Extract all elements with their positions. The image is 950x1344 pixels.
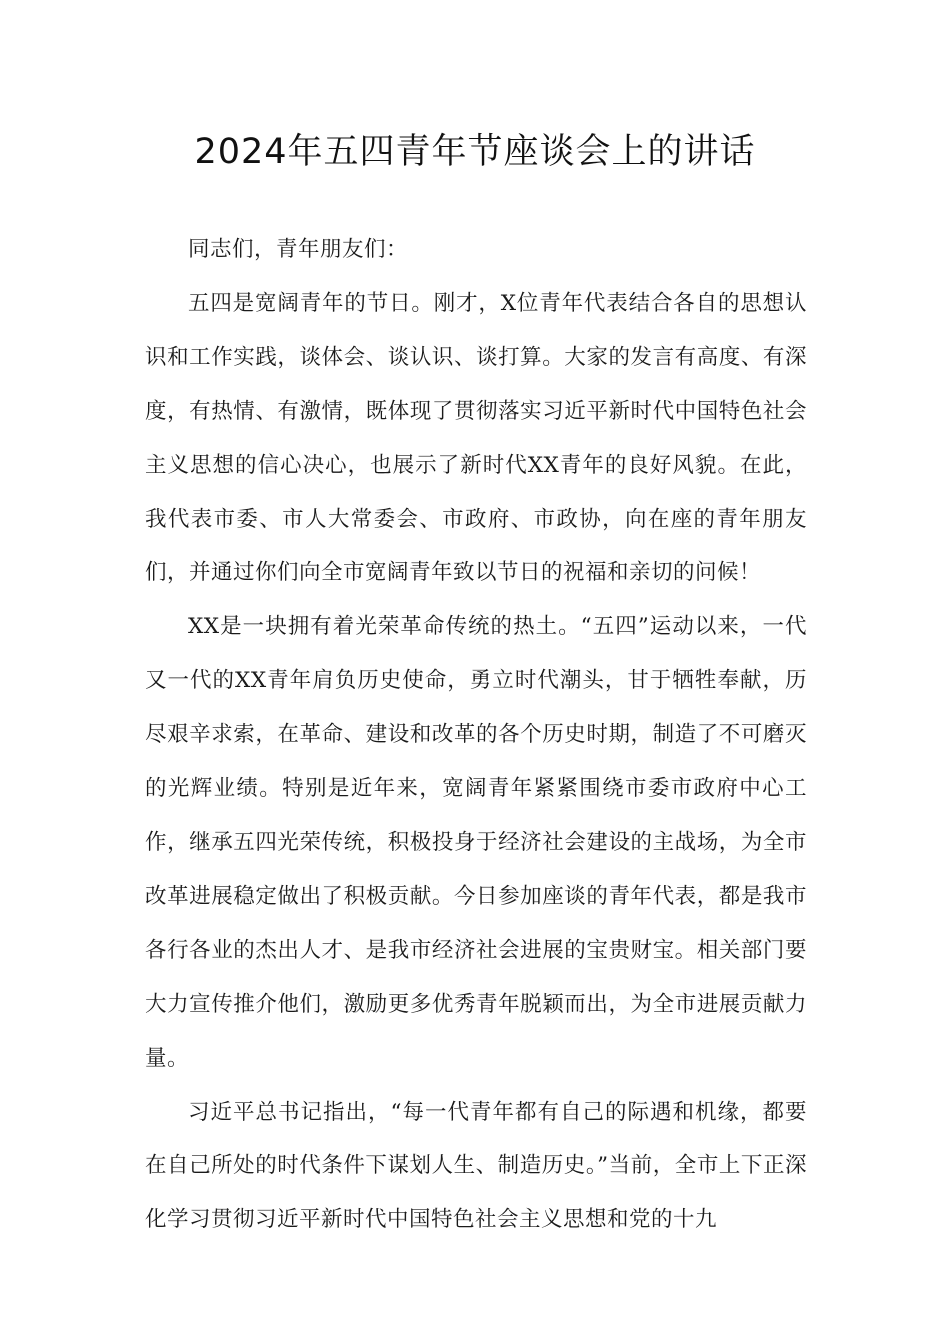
paragraph-3: 习近平总书记指出，“每一代青年都有自己的际遇和机缘，都要在自己所处的时代条件下谋划人生、制造历史。”当前，全市上下正深化学习贯彻习近平新时代中国特色社会主义思想和党的十九 (145, 1099, 807, 1233)
salutation: 同志们，青年朋友们： (188, 237, 409, 262)
document-body (145, 223, 807, 1247)
paragraph-2: XX是一块拥有着光荣革命传统的热土。“五四”运动以来，一代又一代的XX青年肩负历史使命，勇立时代潮头，甘于牺牲奉献，历尽艰辛求索，在革命、建设和改革的各个历史时期，制造了不可磨灭的光辉业绩。特别是近年来，宽阔青年紧紧围绕市委市政府中心工作，继承五四光荣传统，积极投身于经济社会建设的主战场，为全市改革进展稳定做出了积极贡献。今日参加座谈的青年代表，都是我市各行各业的杰出人才、是我市经济社会进展的宝贵财宝。相关部门要大力宣传推介他们，激励更多优秀青年脱颖而出，为全市进展贡献力量。 (145, 614, 807, 1071)
document-title: 2024年五四青年节座谈会上的讲话 (194, 132, 756, 172)
paragraph-1: 五四是宽阔青年的节日。刚才，X位青年代表结合各自的思想认识和工作实践，谈体会、谈认识、谈打算。大家的发言有高度、有深度，有热情、有激情，既体现了贯彻落实习近平新时代中国特色社会主义思想的信心决心，也展示了新时代XX青年的良好风貌。在此，我代表市委、市人大常委会、市政府、市政协，向在座的青年朋友们，并通过你们向全市宽阔青年致以节日的祝福和亲切的问候！ (145, 290, 807, 586)
